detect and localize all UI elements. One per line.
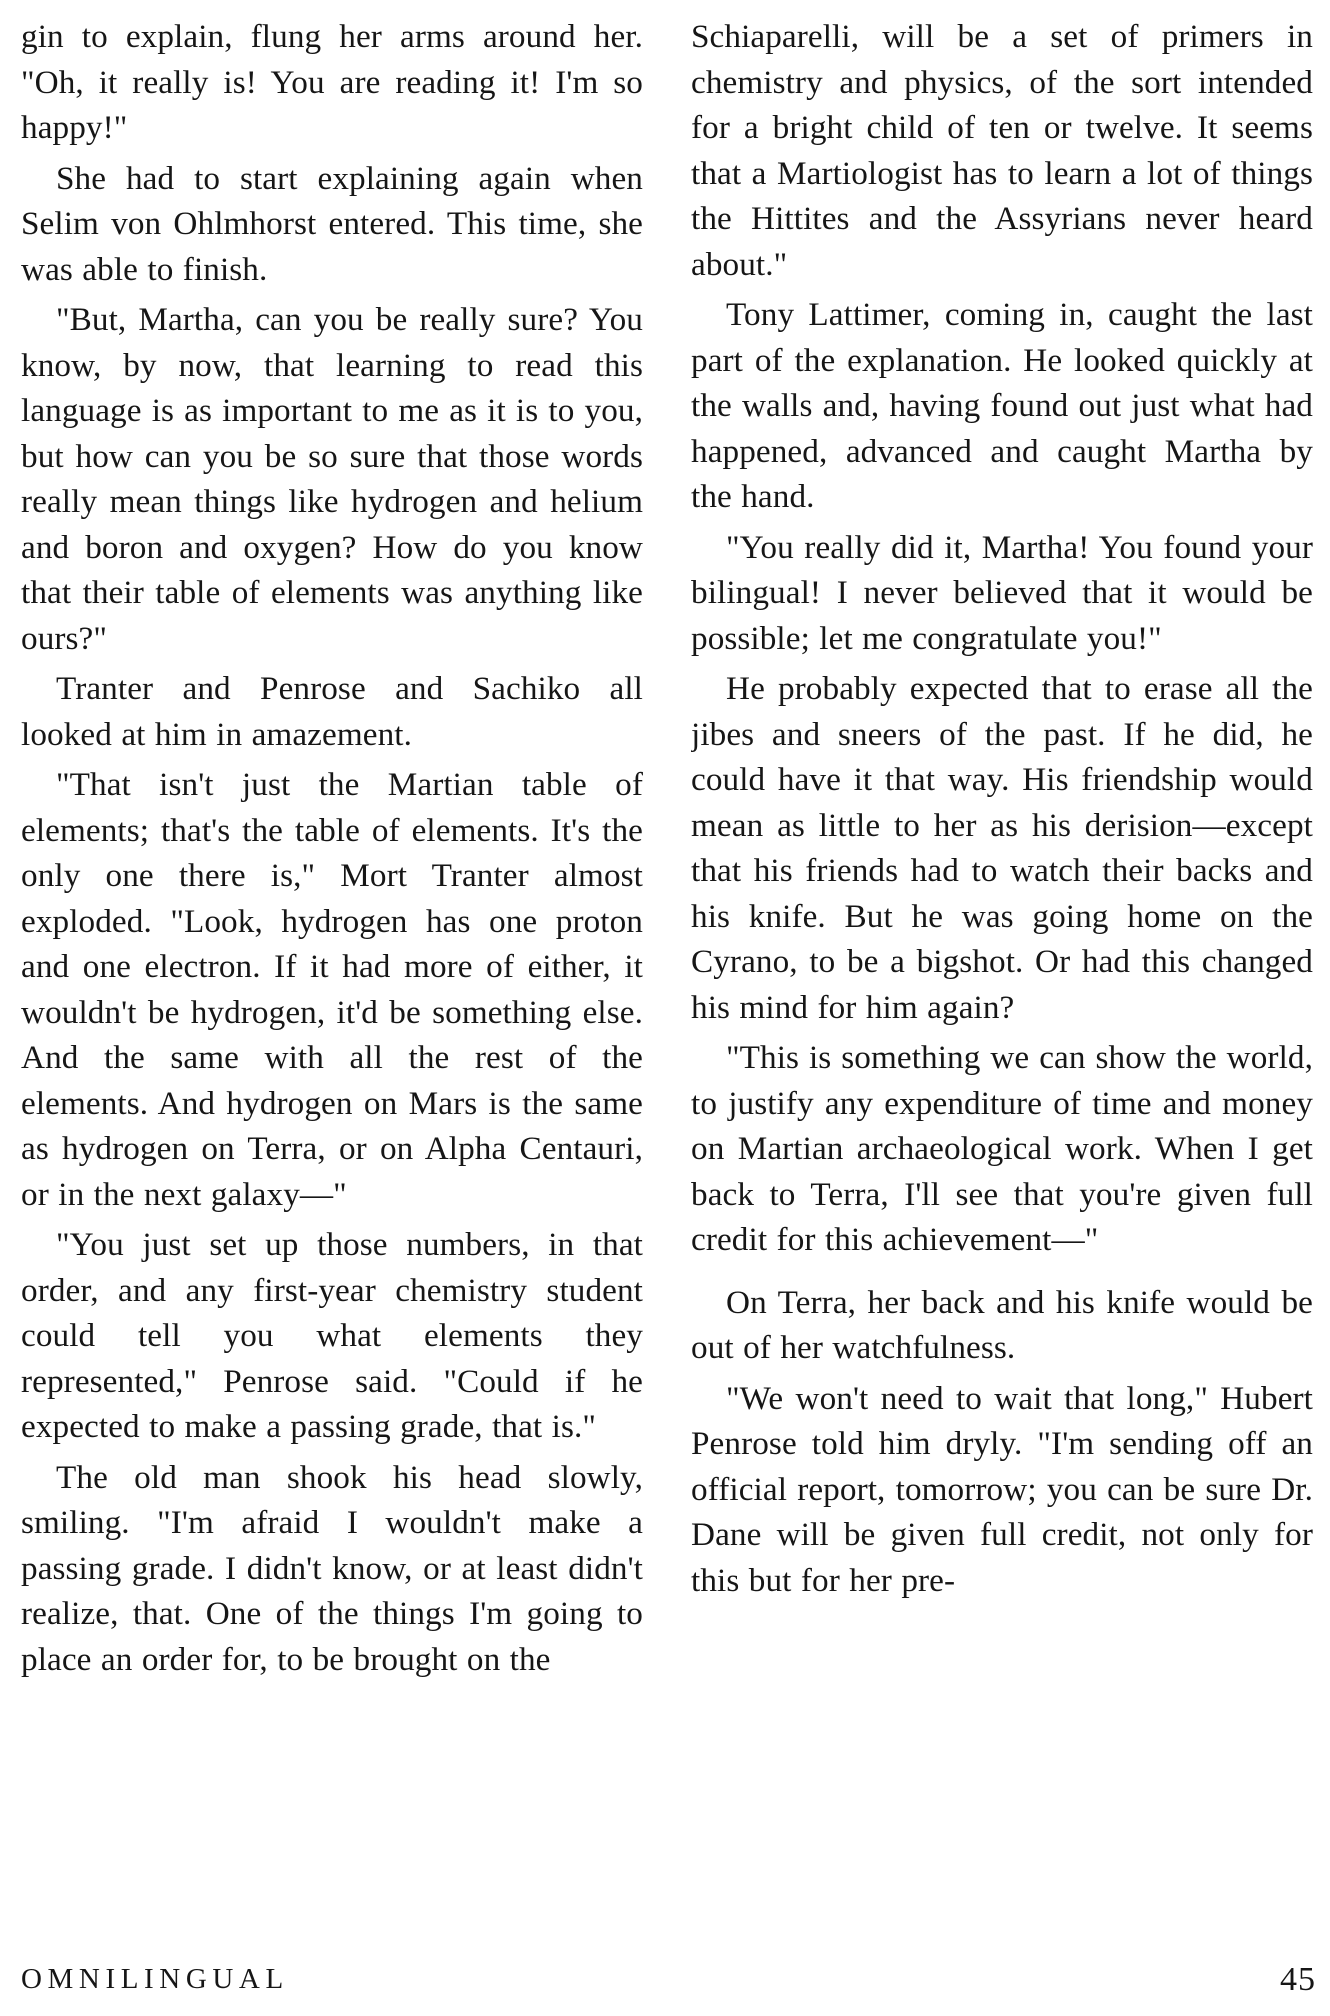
paragraph: She had to start explaining again when Selim von Ohlmhorst entered. This time, she was able to finish. [21, 159, 643, 288]
paragraph: "But, Martha, can you be really sure? You know, by now, that learning to read this language is as important to me as it is to you, but how can you be so sure that those words really mean things like hydrogen and helium and boron and oxygen? How do you know that their table of elements was anything like ours?" [21, 301, 643, 657]
paragraph: Tony Lattimer, coming in, caught the last part of the explanation. He looked quickly at the walls and, having found out just what had happened, advanced and caught Martha by the hand. [691, 296, 1313, 515]
paragraph: The old man shook his head slowly, smiling. "I'm afraid I wouldn't make a passing grade. I didn't know, or at least didn't realize, that. One of the things I'm going to place an order for, to be brought on the [21, 1458, 643, 1678]
page-footer [21, 1963, 1316, 2003]
paragraph-continued: Schiaparelli, will be a set of primers in chemistry and physics, of the sort intended for a bright child of ten or twelve. It seems that a Martiologist has to learn a lot of things the Hittites and the Assyrians never heard about." [691, 18, 1313, 283]
running-title: OMNILINGUAL [21, 1963, 289, 1995]
right-text-column [691, 14, 1313, 1909]
paragraph: On Terra, her back and his knife would be out of her watchfulness. [691, 1283, 1313, 1366]
paragraph-continued: gin to explain, flung her arms around her. "Oh, it really is! You are reading it! I'm so happy!" [21, 18, 643, 146]
paragraph: "We won't need to wait that long," Hubert Penrose told him dryly. "I'm sending off an official report, tomorrow; you can be sure Dr. Dane will be given full credit, not only for this but for her pre- [691, 1379, 1313, 1599]
paragraph: "That isn't just the Martian table of elements; that's the table of elements. It's the only one there is," Mort Tranter almost exploded. "Look, hydrogen has one proton and one electron. If it had more of either, it wouldn't be hydrogen, it'd be something else. And the same with all the rest of the elements. And hydrogen on Mars is the same as hydrogen on Terra, or on Alpha Centauri, or in the next galaxy—" [21, 766, 643, 1213]
paragraph: He probably expected that to erase all the jibes and sneers of the past. If he did, he could have it that way. His friendship would mean as little to her as his derision—except that his friends had to watch their backs and his knife. But he was going home on the Cyrano, to be a bigshot. Or had this changed his mind for him again? [691, 670, 1313, 1026]
left-text-column [21, 14, 643, 1909]
paragraph: "You just set up those numbers, in that order, and any first-year chemistry student could tell you what elements they represented," Penrose said. "Could if he expected to make a passing grade, that is." [21, 1226, 643, 1445]
paragraph: "You really did it, Martha! You found your bilingual! I never believed that it would be possible; let me congratulate you!" [691, 528, 1313, 657]
paragraph: Tranter and Penrose and Sachiko all looked at him in amazement. [21, 670, 643, 753]
page-number: 45 [1280, 1961, 1316, 1998]
paragraph: "This is something we can show the world, to justify any expenditure of time and money on Martian archaeological work. When I get back to Terra, I'll see that you're given full credit for this achievement—" [691, 1039, 1313, 1258]
